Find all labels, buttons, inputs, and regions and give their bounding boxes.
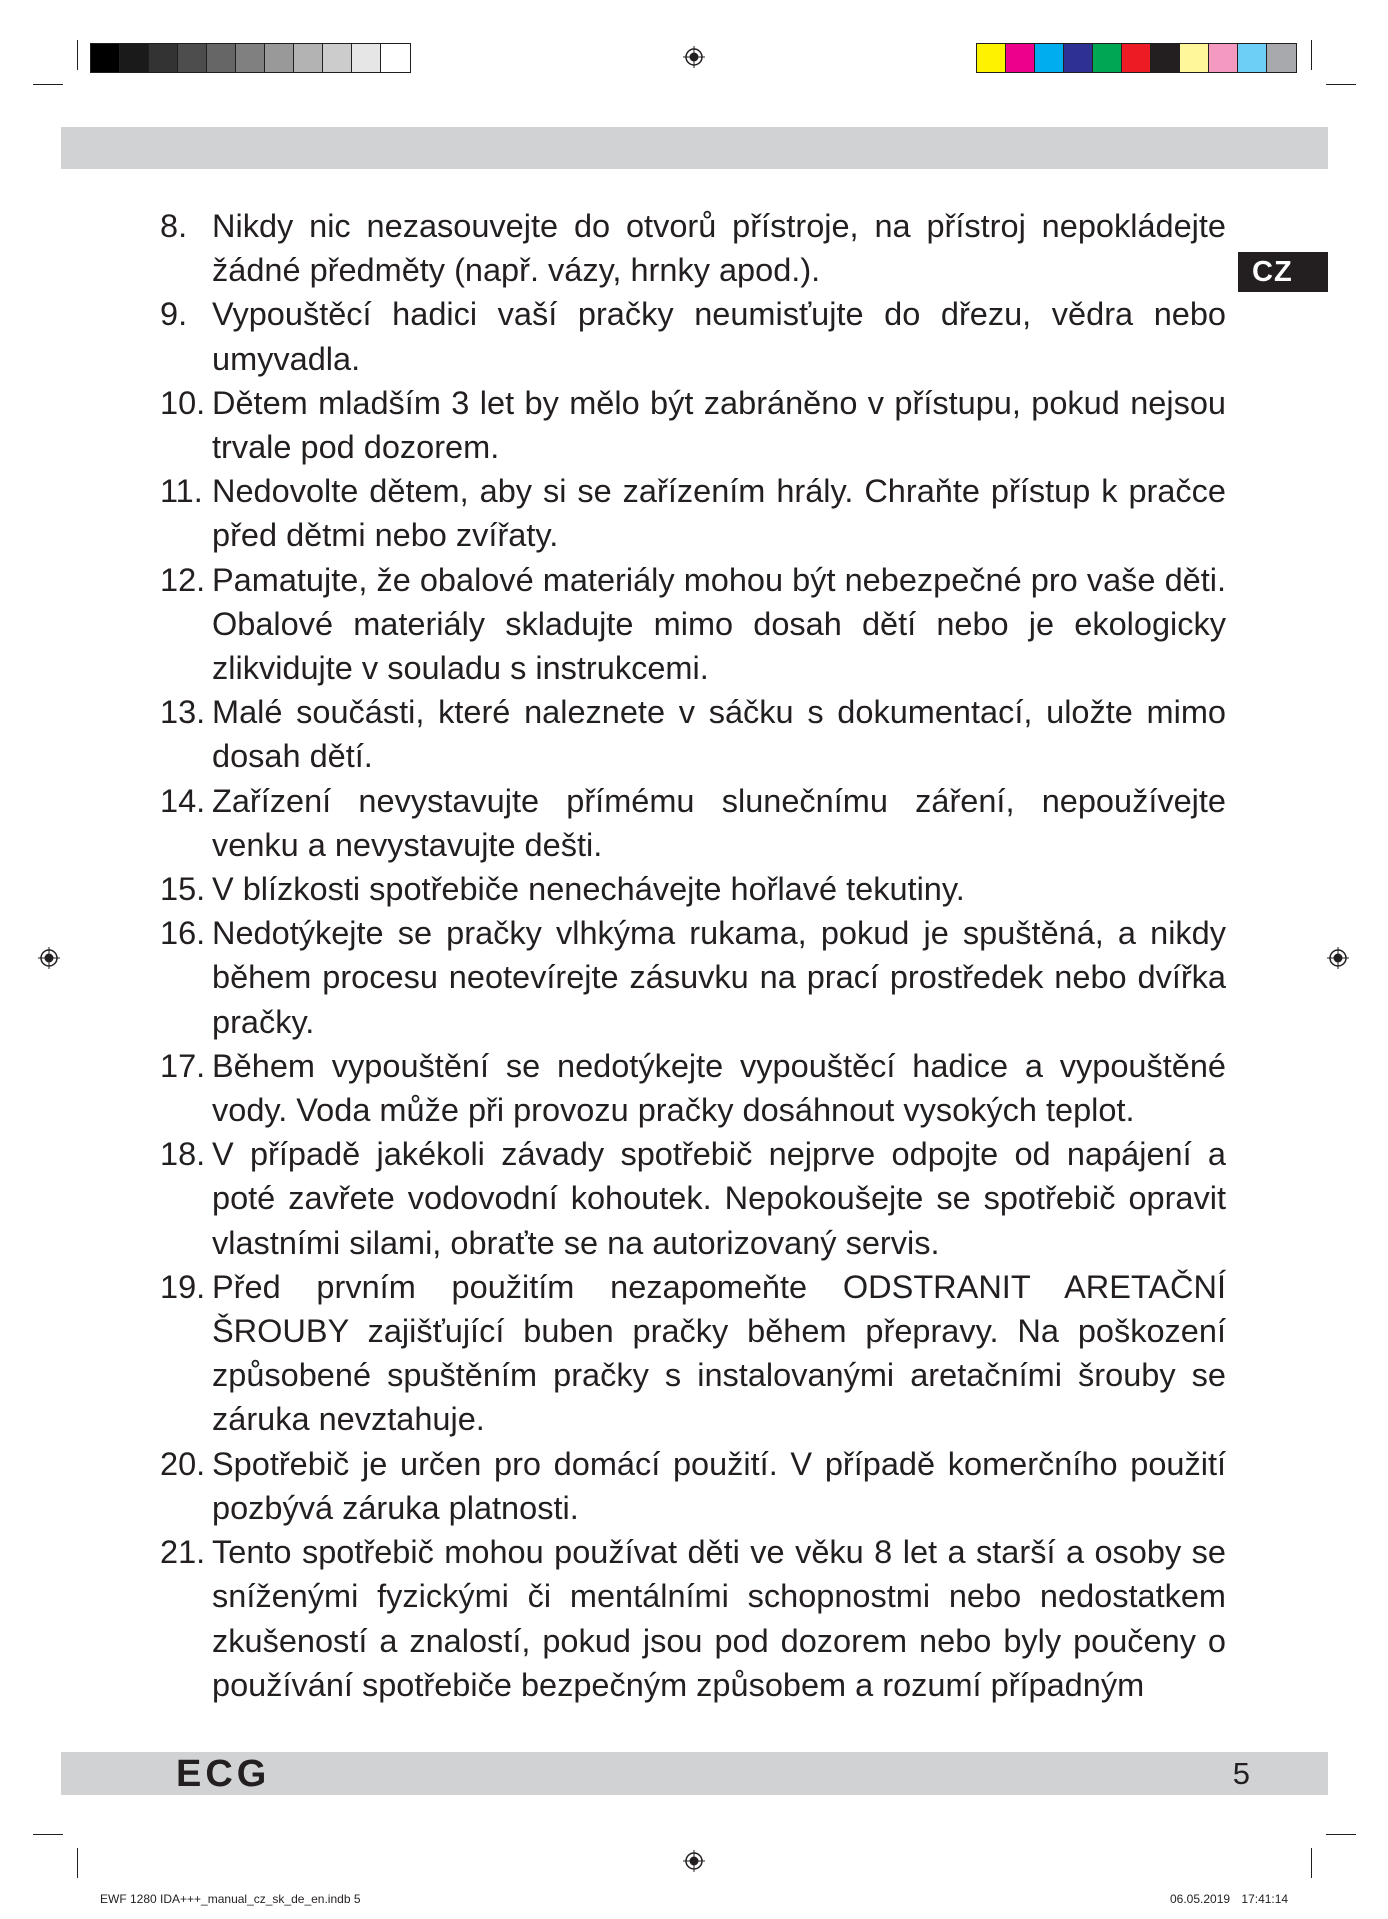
list-item-text: Nedotýkejte se pračky vlhkýma rukama, pokud je spuštěná, a nikdy během procesu neotevírejte zásuvku na prací prostředek nebo dvířka pračky. [212, 915, 1226, 1040]
list-item-text: Během vypouštění se nedotýkejte vypouštěcí hadice a vypouštěné vody. Voda může při provozu pračky dosáhnout vysokých teplot. [212, 1047, 1226, 1129]
process-color-swatch [1035, 44, 1064, 72]
list-item-text: V případě jakékoli závady spotřebič nejprve odpojte od napájení a poté zavřete vodovodní kohoutek. Nepokoušejte se spotřebič opravit vlastními silami, obraťte se na autorizovaný servis. [212, 1136, 1226, 1261]
crop-mark-top-left-v [77, 40, 78, 70]
list-item [160, 381, 1226, 469]
slug-timestamp: 06.05.2019 17:41:14 [1170, 1892, 1289, 1906]
registration-mark-right-icon [1327, 947, 1349, 969]
crop-mark-bottom-right-v [1311, 1848, 1312, 1878]
list-item-number: 20. [160, 1445, 206, 1482]
grayscale-swatch [91, 44, 120, 72]
list-item-number: 21. [160, 1534, 206, 1571]
list-item-number: 8. [160, 208, 188, 244]
list-item [160, 1265, 1226, 1442]
list-item-number: 12. [160, 561, 206, 598]
list-item-text: Zařízení nevystavujte přímému slunečnímu záření, nepoužívejte venku a nevystavujte dešti. [212, 782, 1226, 863]
list-item-text: Dětem mladším 3 let by mělo být zabráněno v přístupu, pokud nejsou trvale pod dozorem. [212, 384, 1226, 466]
list-item-number: 9. [160, 296, 188, 333]
list-item-text: Před prvním použitím nezapomeňte ODSTRANIT ARETAČNÍ ŠROUBY zajišťující buben pračky během přepravy. Na poškození způsobené spuštěním pračky s instalovanými aretačními šrouby se záruka nevztahuje. [212, 1268, 1226, 1438]
grayscale-swatch [149, 44, 178, 72]
list-item-text: Tento spotřebič mohou používat děti ve věku 8 let a starší a osoby se sníženými fyzickými či mentálními schopnostmi nebo nedostatkem zkušeností a znalostí, pokud jsou pod dozorem nebo byly poučeny o používání spotřebiče bezpečným způsobem a rozumí případným [212, 1534, 1226, 1703]
list-item-text: Spotřebič je určen pro domácí použití. V případě komerčního použití pozbývá záruka platnosti. [212, 1445, 1226, 1526]
grayscale-swatch [381, 44, 410, 72]
list-item [160, 690, 1226, 778]
grayscale-swatch [207, 44, 236, 72]
crop-mark-bottom-right-h [1326, 1834, 1356, 1835]
process-color-swatch [1093, 44, 1122, 72]
list-item [160, 558, 1226, 691]
process-color-bar [976, 43, 1297, 73]
grayscale-swatch [178, 44, 207, 72]
list-item [160, 1044, 1226, 1132]
process-color-swatch [1238, 44, 1267, 72]
crop-mark-bottom-left-h [33, 1834, 63, 1835]
list-item-number: 18. [160, 1136, 206, 1173]
language-tab: CZ [1238, 252, 1328, 292]
process-color-swatch [1151, 44, 1180, 72]
grayscale-color-bar [90, 43, 411, 73]
page-number: 5 [1232, 1756, 1250, 1791]
process-color-swatch [977, 44, 1006, 72]
crop-mark-top-right-v [1311, 40, 1312, 70]
crop-mark-bottom-left-v [77, 1848, 78, 1878]
grayscale-swatch [120, 44, 149, 72]
list-item-text: Nikdy nic nezasouvejte do otvorů přístroje, na přístroj nepokládejte žádné předměty (např. vázy, hrnky apod.). [212, 208, 1226, 289]
header-band [61, 127, 1328, 169]
process-color-swatch [1064, 44, 1093, 72]
registration-mark-bottom-icon [683, 1850, 705, 1872]
list-item [160, 867, 1226, 911]
list-item-text: Malé součásti, které naleznete v sáčku s dokumentací, uložte mimo dosah dětí. [212, 694, 1226, 775]
process-color-swatch [1180, 44, 1209, 72]
list-item-text: Nedovolte dětem, aby si se zařízením hrály. Chraňte přístup k pračce před dětmi nebo zvířaty. [212, 473, 1226, 554]
list-item-text: Vypouštěcí hadici vaší pračky neumisťujte do dřezu, vědra nebo umyvadla. [212, 296, 1226, 377]
grayscale-swatch [352, 44, 381, 72]
list-item-number: 15. [160, 871, 206, 908]
grayscale-swatch [323, 44, 352, 72]
list-item-text: V blízkosti spotřebiče nenechávejte hořlavé tekutiny. [212, 871, 965, 908]
list-item-number: 17. [160, 1047, 206, 1084]
list-item [160, 1132, 1226, 1265]
list-item [160, 1442, 1226, 1530]
list-item-number: 14. [160, 782, 206, 819]
grayscale-swatch [294, 44, 323, 72]
crop-mark-top-left-h [33, 84, 63, 85]
registration-mark-top-icon [683, 46, 705, 68]
list-item [160, 1530, 1226, 1707]
process-color-swatch [1267, 44, 1296, 72]
crop-mark-top-right-h [1326, 84, 1356, 85]
process-color-swatch [1006, 44, 1035, 72]
list-item-number: 10. [160, 384, 206, 421]
safety-instructions-list [160, 204, 1226, 1707]
list-item [160, 204, 1226, 292]
grayscale-swatch [236, 44, 265, 72]
list-item [160, 779, 1226, 867]
list-item [160, 911, 1226, 1044]
svg-text:ECG: ECG [176, 1755, 271, 1791]
slug-file-name: EWF 1280 IDA+++_manual_cz_sk_de_en.indb 5 [100, 1892, 361, 1906]
process-color-swatch [1209, 44, 1238, 72]
grayscale-swatch [265, 44, 294, 72]
registration-mark-left-icon [38, 947, 60, 969]
list-item-number: 16. [160, 915, 206, 952]
list-item-number: 13. [160, 694, 206, 731]
list-item-number: 11. [160, 473, 203, 510]
process-color-swatch [1122, 44, 1151, 72]
ecg-logo [176, 1755, 301, 1791]
list-item-number: 19. [160, 1268, 206, 1305]
list-item-text: Pamatujte, že obalové materiály mohou být nebezpečné pro vaše děti. Obalové materiály skladujte mimo dosah dětí nebo je ekologicky zlikvidujte v souladu s instrukcemi. [212, 561, 1226, 687]
list-item [160, 469, 1226, 557]
list-item [160, 292, 1226, 380]
